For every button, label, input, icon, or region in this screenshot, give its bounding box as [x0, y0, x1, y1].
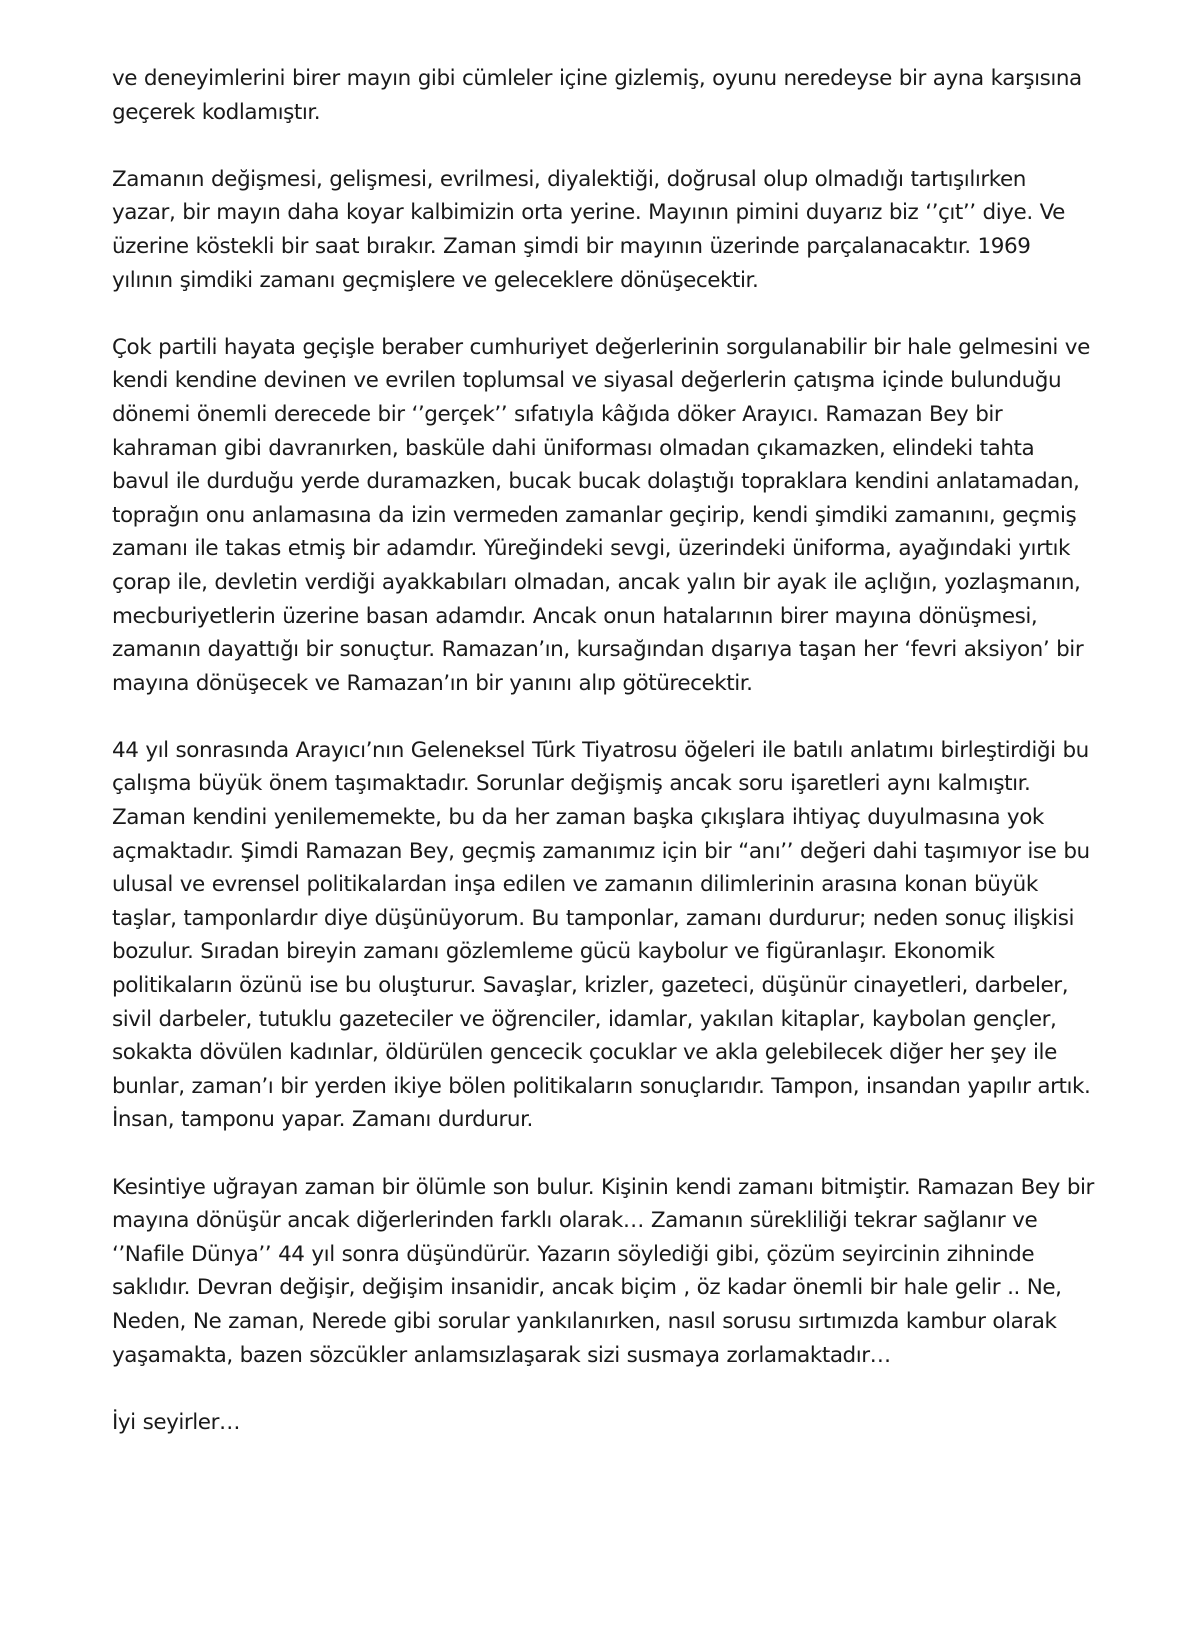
- paragraph-5: Kesintiye uğrayan zaman bir ölümle son bulur. Kişinin kendi zamanı bitmiştir. Ramazan Bey bir mayına dönüşür ancak diğerlerinden farklı olarak… Zamanın sürekliliği tekrar sağlanır ve ‘’Nafile Dünya’’ 44 yıl sonra düşündürür. Yazarın söylediği gibi, çözüm seyircinin zihninde saklıdır. Devran değişir, değişim insanidir, ancak biçim , öz kadar önemli bir hale gelir .. Ne, Neden, Ne zaman, Nerede gibi sorular yankılanırken, nasıl sorusu sırtımızda kambur olarak yaşamakta, bazen sözcükler anlamsızlaşarak sizi susmaya zorlamaktadır…: [112, 1174, 1094, 1368]
- document-body: [112, 62, 1094, 1439]
- paragraph-4: 44 yıl sonrasında Arayıcı’nın Geleneksel Türk Tiyatrosu öğeleri ile batılı anlatımı birleştirdiği bu çalışma büyük önem taşımaktadır. Sorunlar değişmiş ancak soru işaretleri aynı kalmıştır. Zaman kendini yenilememekte, bu da her zaman başka çıkışlara ihtiyaç duyulmasına yok açmaktadır. Şimdi Ramazan Bey, geçmiş zamanımız için bir “anı’’ değeri dahi taşımıyor ise bu ulusal ve evrensel politikalardan inşa edilen ve zamanın dilimlerinin arasına konan büyük taşlar, tamponlardır diye düşünüyorum. Bu tamponlar, zamanı durdurur; neden sonuç ilişkisi bozulur. Sıradan bireyin zamanı gözlemleme gücü kaybolur ve figüranlaşır. Ekonomik politikaların özünü ise bu oluşturur. Savaşlar, krizler, gazeteci, düşünür cinayetleri, darbeler, sivil darbeler, tutuklu gazeteciler ve öğrenciler, idamlar, yakılan kitaplar, kaybolan gençler, sokakta dövülen kadınlar, öldürülen gencecik çocuklar ve akla gelebilecek diğer her şey ile bunlar, zaman’ı bir yerden ikiye bölen politikaların sonuçlarıdır. Tampon, insandan yapılır artık. İnsan, tamponu yapar. Zamanı durdurur.: [112, 737, 1091, 1133]
- paragraph-1: ve deneyimlerini birer mayın gibi cümleler içine gizlemiş, oyunu neredeyse bir ayna karşısına geçerek kodlamıştır.: [112, 66, 1082, 125]
- closing-line: İyi seyirler…: [112, 1409, 241, 1435]
- paragraph-3: Çok partili hayata geçişle beraber cumhuriyet değerlerinin sorgulanabilir bir hale gelmesini ve kendi kendine devinen ve evrilen toplumsal ve siyasal değerlerin çatışma içinde bulunduğu dönemi önemli derecede bir ‘’gerçek’’ sıfatıyla kâğıda döker Arayıcı. Ramazan Bey bir kahraman gibi davranırken, basküle dahi üniforması olmadan çıkamazken, elindeki tahta bavul ile durduğu yerde duramazken, bucak bucak dolaştığı topraklara kendini anlatamadan, toprağın onu anlamasına da izin vermeden zamanlar geçirip, kendi şimdiki zamanını, geçmiş zamanı ile takas etmiş bir adamdır. Yüreğindeki sevgi, üzerindeki üniforma, ayağındaki yırtık çorap ile, devletin verdiği ayakkabıları olmadan, ancak yalın bir ayak ile açlığın, yozlaşmanın, mecburiyetlerin üzerine basan adamdır. Ancak onun hatalarının birer mayına dönüşmesi, zamanın dayattığı bir sonuçtur. Ramazan’ın, kursağından dışarıya taşan her ‘fevri aksiyon’ bir mayına dönüşecek ve Ramazan’ın bir yanını alıp götürecektir.: [112, 334, 1090, 696]
- paragraph-2: Zamanın değişmesi, gelişmesi, evrilmesi, diyalektiği, doğrusal olup olmadığı tartışılırken yazar, bir mayın daha koyar kalbimizin orta yerine. Mayının pimini duyarız biz ‘’çıt’’ diye. Ve üzerine köstekli bir saat bırakır. Zaman şimdi bir mayının üzerinde parçalanacaktır. 1969 yılının şimdiki zamanı geçmişlere ve geleceklere dönüşecektir.: [112, 166, 1065, 293]
